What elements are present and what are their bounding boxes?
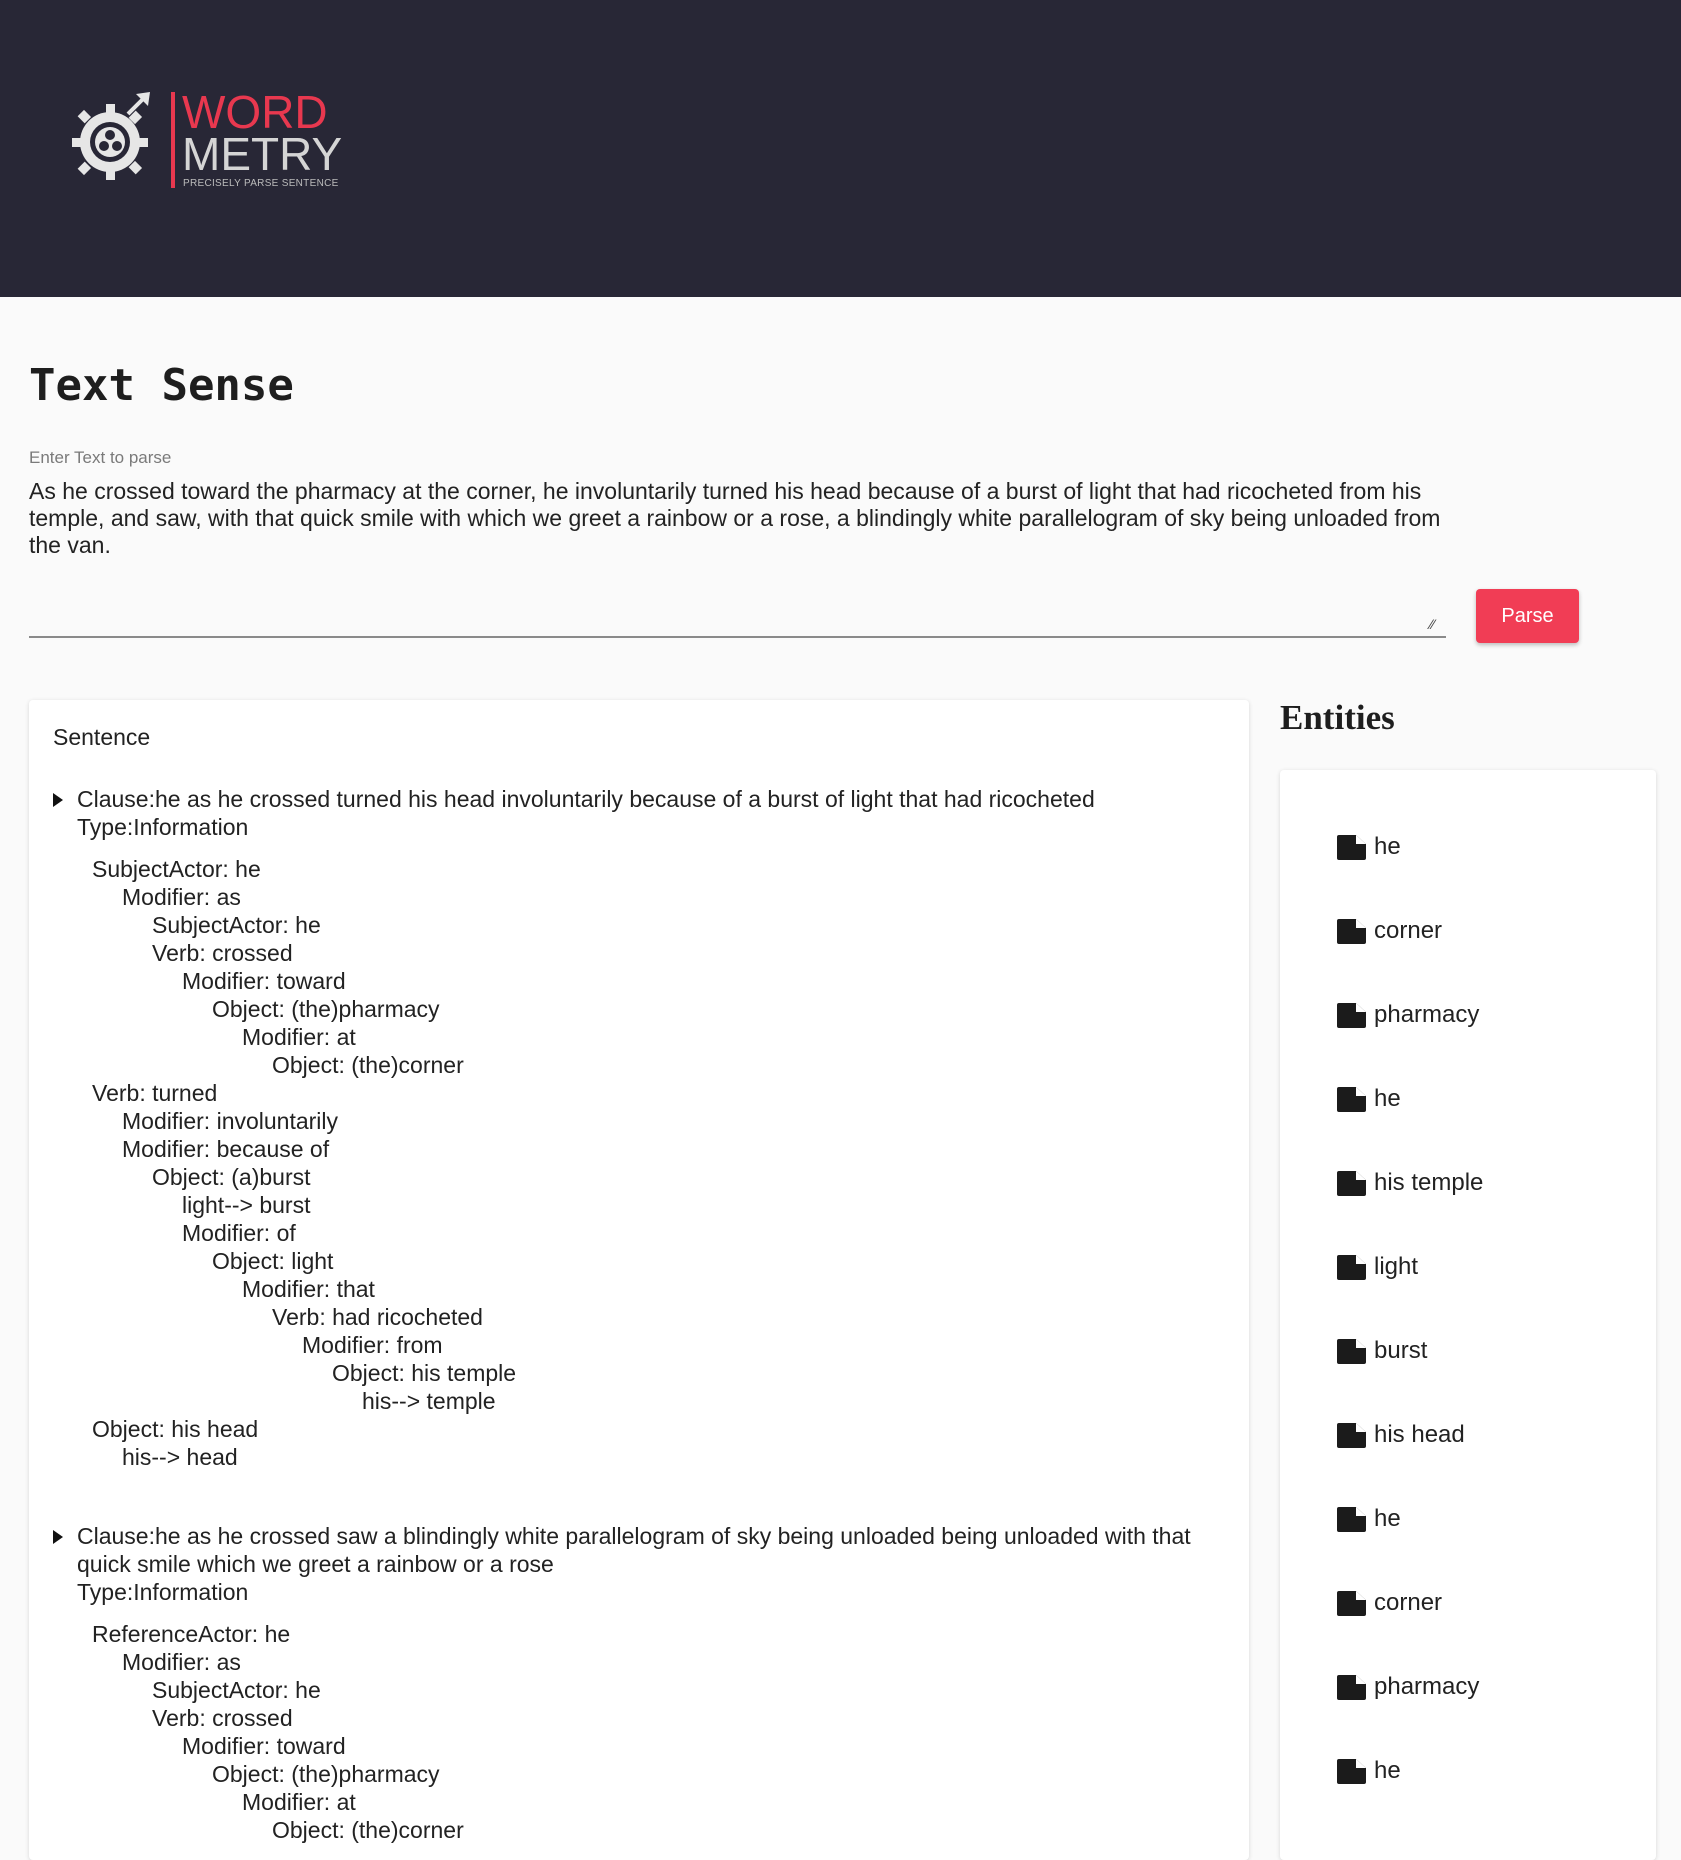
clause-block [53, 785, 1233, 1471]
tree-node: Modifier: that [242, 1276, 375, 1302]
clause-type: Type:Information [77, 814, 249, 840]
entity-label: light [1374, 1253, 1419, 1280]
entity-label: burst [1374, 1337, 1428, 1364]
entity-item[interactable] [1335, 1672, 1479, 1702]
file-icon [1335, 1087, 1366, 1112]
tree-node: Modifier: toward [182, 968, 346, 994]
caret-right-icon[interactable] [53, 793, 63, 807]
sentence-panel-title: Sentence [53, 724, 151, 750]
entity-label: pharmacy [1374, 1001, 1480, 1028]
resize-handle-icon[interactable]: ⁄⁄ [1430, 616, 1435, 632]
entities-title: Entities [1280, 698, 1395, 737]
entity-label: his temple [1374, 1169, 1484, 1196]
tree-node: Modifier: at [242, 1789, 356, 1815]
tree-node: Modifier: at [242, 1024, 356, 1050]
wordmetry-logo[interactable] [66, 86, 356, 195]
file-icon [1335, 1507, 1366, 1532]
logo-divider [171, 92, 175, 188]
tree-node: Modifier: involuntarily [122, 1108, 339, 1134]
clause-parse-tree [53, 855, 1233, 1471]
tree-node: his--> head [122, 1444, 238, 1470]
entity-label: he [1374, 1757, 1401, 1784]
tree-node: Object: (the)corner [272, 1052, 464, 1078]
tree-node: Modifier: because of [122, 1136, 330, 1162]
tree-node: his--> temple [362, 1388, 496, 1414]
clause-heading: Clause:he as he crossed turned his head involuntarily because of a burst of light that had ricocheted [77, 786, 1095, 812]
tree-node: SubjectActor: he [152, 912, 321, 938]
entity-item[interactable] [1335, 1756, 1401, 1786]
tree-node: Object: (a)burst [152, 1164, 311, 1190]
entity-item[interactable] [1335, 832, 1401, 862]
tree-node: light--> burst [182, 1192, 311, 1218]
file-icon [1335, 1591, 1366, 1616]
tree-node: Verb: turned [92, 1080, 218, 1106]
tree-node: Verb: crossed [152, 940, 293, 966]
logo-tagline: PRECISELY PARSE SENTENCE [183, 178, 339, 189]
tree-node: Object: his head [92, 1416, 259, 1442]
entity-item[interactable] [1335, 1504, 1401, 1534]
tree-node: Object: (the)corner [272, 1817, 464, 1843]
logo-metry-text: METRY [182, 128, 343, 180]
file-icon [1335, 835, 1366, 860]
clause-parse-tree [53, 1620, 1233, 1844]
tree-node: ReferenceActor: he [92, 1621, 291, 1647]
tree-node: SubjectActor: he [92, 856, 261, 882]
entity-item[interactable] [1335, 1336, 1427, 1366]
tree-node: Modifier: from [302, 1332, 443, 1358]
caret-right-icon[interactable] [53, 1530, 63, 1544]
entity-label: he [1374, 1505, 1401, 1532]
tree-node: Modifier: of [182, 1220, 296, 1246]
entity-label: he [1374, 833, 1401, 860]
tree-node: Object: (the)pharmacy [212, 996, 440, 1022]
file-icon [1335, 1171, 1366, 1196]
entity-item[interactable] [1335, 1420, 1465, 1450]
entity-item[interactable] [1335, 1000, 1479, 1030]
clause-toggle[interactable] [53, 785, 1233, 841]
file-icon [1335, 1339, 1366, 1364]
text-to-parse-input[interactable] [29, 478, 1446, 638]
entity-item[interactable] [1335, 1252, 1418, 1282]
file-icon [1335, 1003, 1366, 1028]
entities-panel [1280, 770, 1656, 1860]
sentence-panel [29, 700, 1249, 1860]
entity-item[interactable] [1335, 1084, 1401, 1114]
logo-word-text: WORD [182, 86, 328, 138]
entity-item[interactable] [1335, 916, 1442, 946]
tree-node: SubjectActor: he [152, 1677, 321, 1703]
page-title: Text Sense [29, 360, 294, 411]
clause-heading: Clause:he as he crossed saw a blindingly white parallelogram of sky being unloaded being unloaded with that quick smile which we greet a rainbow or a rose [77, 1523, 1191, 1577]
file-icon [1335, 1675, 1366, 1700]
tree-node: Modifier: toward [182, 1733, 346, 1759]
entity-item[interactable] [1335, 1168, 1483, 1198]
tree-node: Verb: had ricocheted [272, 1304, 483, 1330]
file-icon [1335, 1255, 1366, 1280]
entity-label: pharmacy [1374, 1673, 1480, 1700]
file-icon [1335, 1423, 1366, 1448]
tree-node: Object: (the)pharmacy [212, 1761, 440, 1787]
entity-label: corner [1374, 917, 1443, 944]
tree-node: Verb: crossed [152, 1705, 293, 1731]
tree-node: Object: his temple [332, 1360, 517, 1386]
entity-label: he [1374, 1085, 1401, 1112]
text-input-label: Enter Text to parse [29, 448, 172, 467]
clause-toggle[interactable] [53, 1522, 1233, 1606]
app-header [0, 0, 1681, 297]
clause-block [53, 1522, 1233, 1844]
file-icon [1335, 1759, 1366, 1784]
entity-label: his head [1374, 1421, 1465, 1448]
gear-logo-icon [66, 90, 162, 186]
file-icon [1335, 919, 1366, 944]
entity-label: corner [1374, 1589, 1443, 1616]
parse-button[interactable]: Parse [1476, 589, 1579, 643]
tree-node: Object: light [212, 1248, 334, 1274]
tree-node: Modifier: as [122, 1649, 241, 1675]
entity-item[interactable] [1335, 1588, 1442, 1618]
clause-type: Type:Information [77, 1579, 249, 1605]
tree-node: Modifier: as [122, 884, 241, 910]
